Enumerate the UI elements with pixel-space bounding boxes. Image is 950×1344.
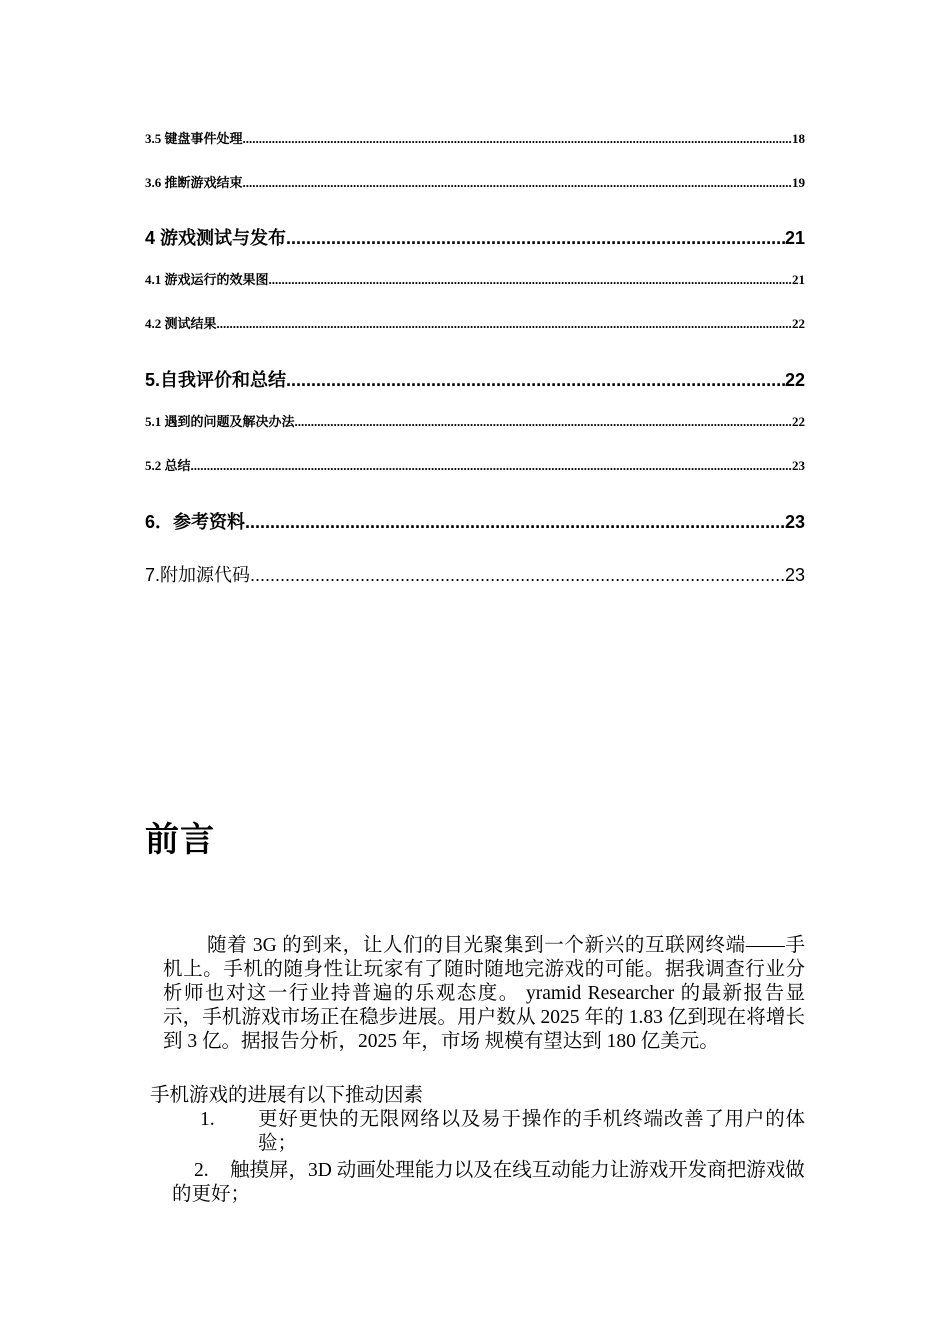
- toc-leader: [245, 512, 785, 533]
- toc-page: 22: [784, 370, 805, 390]
- toc-entry[interactable]: [145, 561, 805, 587]
- toc-entry[interactable]: [145, 508, 805, 534]
- toc-page: 23: [784, 512, 805, 532]
- toc-label: 6．参考资料: [145, 512, 246, 532]
- preface-paragraph: 随着 3G 的到来，让人们的目光聚集到一个新兴的互联网终端——手机上。手机的随身性让玩家有了随时随地完游戏的可能。据我调查行业分析师也对这一行业持普遍的乐观态度。 yramid Researcher 的最新报告显示，手机游戏市场正在稳步进展。用户数从 2025 年的 1.83 亿到现在将增长到 3 亿。据报告分析，2025 年，市场 规模有望达到 180 亿美元。: [163, 935, 805, 1052]
- toc-label: 7.附加源代码: [145, 565, 251, 585]
- toc-leader: [217, 316, 792, 332]
- toc-page: 21: [784, 228, 805, 248]
- toc-label: 4.2 测试结果: [145, 316, 217, 331]
- toc-page: 19: [792, 175, 805, 190]
- list-item: [172, 1159, 805, 1207]
- list-item-number: 1.: [200, 1109, 215, 1130]
- toc-entry[interactable]: [145, 455, 805, 474]
- toc-entry[interactable]: [145, 128, 805, 147]
- toc-leader: [286, 370, 785, 391]
- list-item: [200, 1108, 805, 1156]
- toc-entry[interactable]: [145, 172, 805, 191]
- toc-page: 22: [792, 316, 805, 331]
- preface-heading: 前言: [145, 820, 215, 860]
- toc-label: 4 游戏测试与发布: [145, 228, 287, 248]
- toc-entry[interactable]: [145, 411, 805, 430]
- toc-entry[interactable]: [145, 224, 805, 250]
- list-item-text: 触摸屏，3D 动画处理能力以及在线互动能力让游戏开发商把游戏做的更好；: [172, 1160, 805, 1205]
- toc-leader: [286, 228, 785, 249]
- toc-page: 23: [784, 565, 805, 585]
- toc-entry[interactable]: [145, 366, 805, 392]
- toc-label: 5.1 遇到的问题及解决办法: [145, 414, 295, 429]
- toc-label: 3.5 键盘事件处理: [145, 131, 243, 146]
- toc-leader: [295, 414, 792, 430]
- toc-page: 21: [792, 272, 805, 287]
- toc-leader: [243, 131, 792, 147]
- toc-label: 3.6 推断游戏结束: [145, 175, 243, 190]
- toc-leader: [243, 175, 792, 191]
- toc-label: 5.自我评价和总结: [145, 370, 287, 390]
- toc-page: 22: [792, 414, 805, 429]
- factors-intro: 手机游戏的进展有以下推动因素: [150, 1085, 424, 1106]
- toc-entry[interactable]: [145, 269, 805, 288]
- toc-page: 18: [792, 131, 805, 146]
- toc-leader: [250, 565, 785, 586]
- toc-leader: [269, 272, 792, 288]
- toc-label: 5.2 总结: [145, 458, 191, 473]
- toc-leader: [191, 458, 792, 474]
- toc-entry[interactable]: [145, 313, 805, 332]
- list-item-number: 2.: [194, 1160, 209, 1181]
- toc-page: 23: [792, 458, 805, 473]
- list-item-text: 更好更快的无限网络以及易于操作的手机终端改善了用户的体验；: [258, 1109, 805, 1154]
- toc-label: 4.1 游戏运行的效果图: [145, 272, 269, 287]
